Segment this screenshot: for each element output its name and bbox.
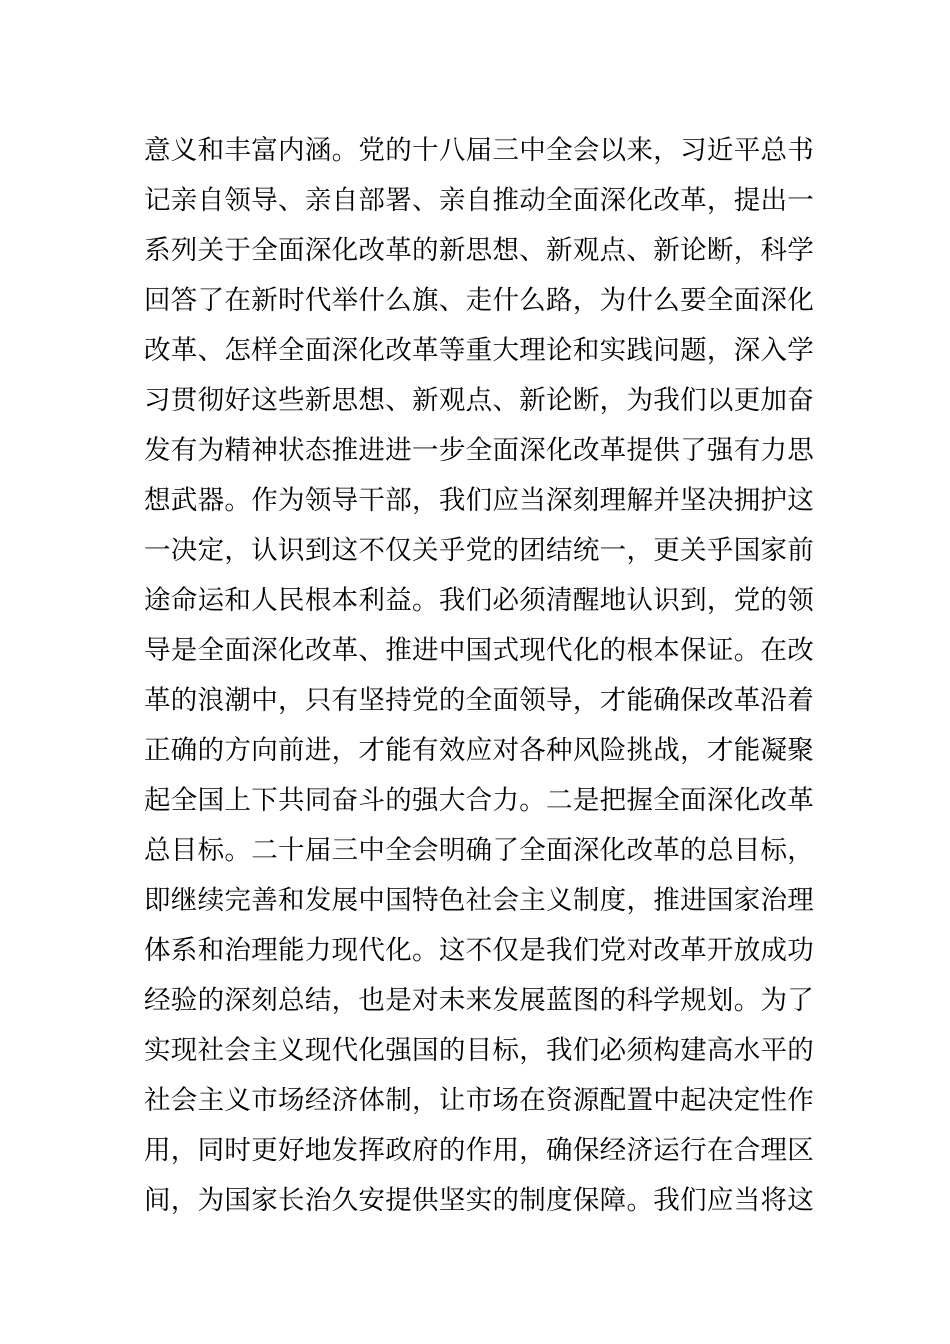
text-line: 正确的方向前进，才能有效应对各种风险挑战，才能凝聚 [144, 735, 814, 766]
text-line: 即继续完善和发展中国特色社会主义制度，推进国家治理 [144, 885, 814, 916]
text-line: 革的浪潮中，只有坚持党的全面领导，才能确保改革沿着 [144, 685, 814, 716]
body-paragraph [144, 126, 814, 1226]
text-line: 起全国上下共同奋斗的强大合力。二是把握全面深化改革 [144, 785, 814, 816]
text-line: 途命运和人民根本利益。我们必须清醒地认识到，党的领 [144, 585, 814, 616]
text-line: 体系和治理能力现代化。这不仅是我们党对改革开放成功 [144, 935, 814, 966]
text-line: 总目标。二十届三中全会明确了全面深化改革的总目标， [144, 835, 814, 866]
text-line: 间，为国家长治久安提供坚实的制度保障。我们应当将这 [144, 1185, 814, 1216]
text-line: 意义和丰富内涵。党的十八届三中全会以来，习近平总书 [144, 135, 814, 166]
text-line: 用，同时更好地发挥政府的作用，确保经济运行在合理区 [144, 1135, 814, 1166]
text-line: 改革、怎样全面深化改革等重大理论和实践问题，深入学 [144, 335, 814, 366]
text-line: 记亲自领导、亲自部署、亲自推动全面深化改革，提出一 [144, 185, 814, 216]
text-line: 一决定，认识到这不仅关乎党的团结统一，更关乎国家前 [144, 535, 814, 566]
text-line: 发有为精神状态推进进一步全面深化改革提供了强有力思 [144, 435, 814, 466]
text-line: 社会主义市场经济体制，让市场在资源配置中起决定性作 [144, 1085, 814, 1116]
text-line: 想武器。作为领导干部，我们应当深刻理解并坚决拥护这 [144, 485, 814, 516]
text-line: 实现社会主义现代化强国的目标，我们必须构建高水平的 [144, 1035, 814, 1066]
text-line: 经验的深刻总结，也是对未来发展蓝图的科学规划。为了 [144, 985, 814, 1016]
text-line: 导是全面深化改革、推进中国式现代化的根本保证。在改 [144, 635, 814, 666]
text-line: 回答了在新时代举什么旗、走什么路，为什么要全面深化 [144, 285, 814, 316]
text-line: 习贯彻好这些新思想、新观点、新论断，为我们以更加奋 [144, 385, 814, 416]
text-line: 系列关于全面深化改革的新思想、新观点、新论断，科学 [144, 235, 814, 266]
